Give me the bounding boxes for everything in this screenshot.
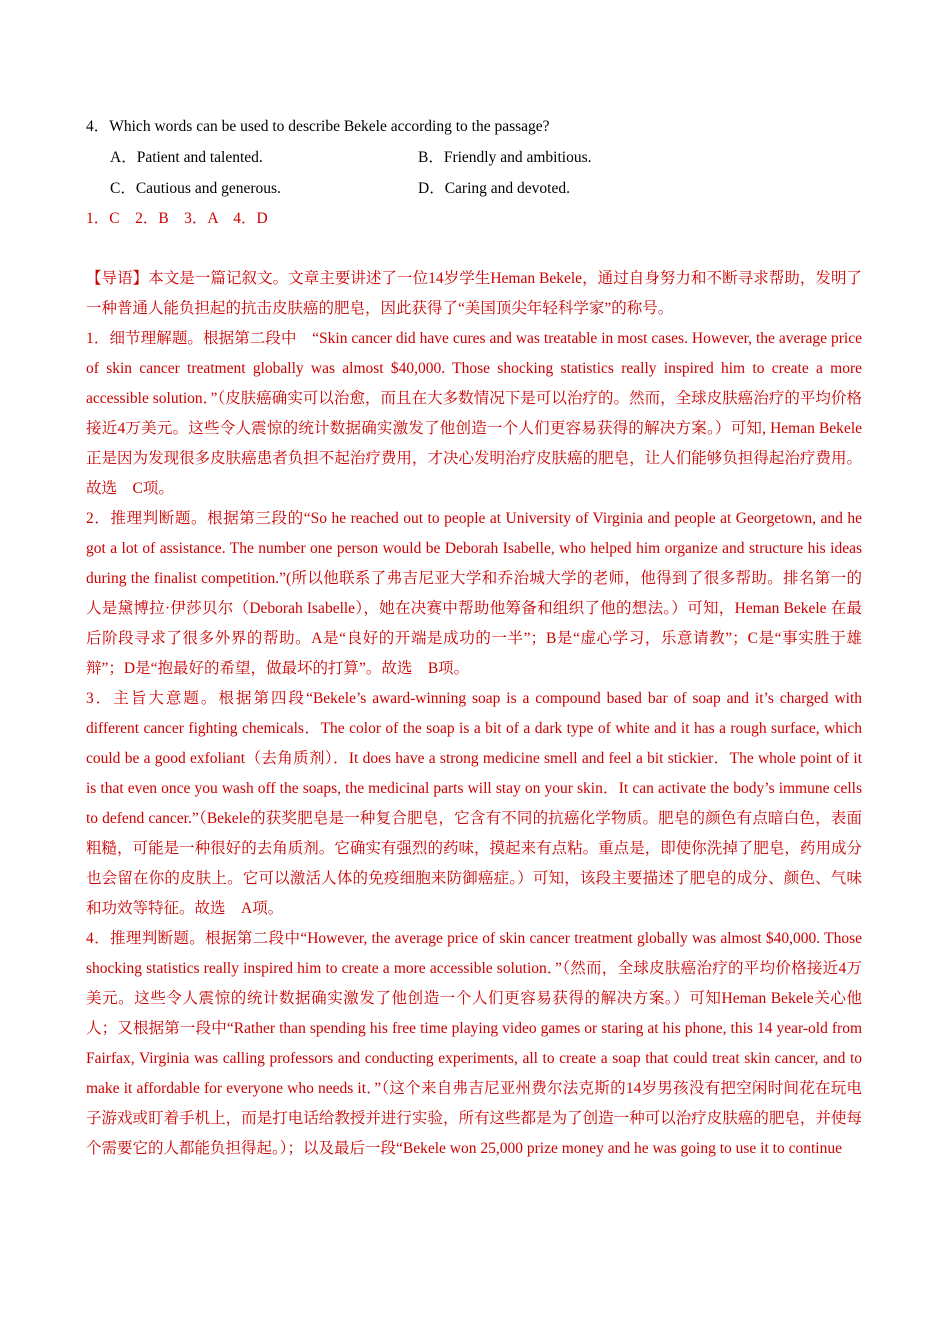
explanation-intro: 【导语】本文是一篇记叙文。文章主要讲述了一位14岁学生Heman Bekele，通过自身努力和不断寻求帮助，发明了一种普通人能负担起的抗击皮肤癌的肥皂，因此获得了“美国顶尖年轻科学家”的称号。	[86, 270, 862, 317]
option-b: B．Friendly and ambitious.	[418, 149, 592, 166]
option-c: C．Cautious and generous.	[110, 180, 281, 197]
explanation	[86, 264, 862, 1164]
question-stem: 4．Which words can be used to describe Bekele according to the passage?	[86, 118, 550, 135]
option-a: A．Patient and talented.	[110, 149, 263, 166]
answer-key: 1．C 2．B 3．A 4．D	[86, 210, 268, 227]
explanation-item-2: 2．推理判断题。根据第三段的“So he reached out to people at University of Virginia and people at Georgetown, and he got a lot of assistance. The number one person would be Deborah Isabelle, who helped him organize and structure his ideas during the finalist competition.”(所以他联系了弗吉尼亚大学和乔治城大学的老师，他得到了很多帮助。排名第一的人是黛博拉·伊莎贝尔（Deborah Isabelle），她在决赛中帮助他筹备和组织了他的想法。）可知，Heman Bekele 在最后阶段寻求了很多外界的帮助。A是“良好的开端是成功的一半”；B是“虚心学习，乐意请教”；C是“事实胜于雄辩”；D是“抱最好的希望，做最坏的打算”。故选 B项。	[86, 510, 862, 677]
options-grid	[110, 142, 862, 204]
document-page	[86, 112, 862, 1164]
explanation-item-3: 3．主旨大意题。根据第四段“Bekele’s award-winning soap is a compound based bar of soap and it’s charged with different cancer fighting chemicals．The color of the soap is a bit of a dark type of white and it has a rough surface, which could be a good exfoliant（去角质剂）．It does have a strong medicine smell and feel a bit stickier．The whole point of it is that even once you wash off the soaps, the medicinal parts will stay on your skin．It can activate the body’s immune cells to defend cancer.”（Bekele的获奖肥皂是一种复合肥皂，它含有不同的抗癌化学物质。肥皂的颜色有点暗白色，表面粗糙，可能是一种很好的去角质剂。它确实有强烈的药味，摸起来有点粘。重点是，即使你洗掉了肥皂，药用成分也会留在你的皮肤上。它可以激活人体的免疫细胞来防御癌症。）可知，该段主要描述了肥皂的成分、颜色、气味和功效等特征。故选 A项。	[86, 690, 862, 917]
explanation-item-4: 4．推理判断题。根据第二段中“However, the average price of skin cancer treatment globally was almost $40,000. Those shocking statistics really inspired him to create a more accessible solution．”（然而，全球皮肤癌治疗的平均价格接近4万美元。这些令人震惊的统计数据确实激发了他创造一个人们更容易获得的解决方案。）可知Heman Bekele关心他人；又根据第一段中“Rather than spending his free time playing video games or staring at his phone, this 14 year-old from Fairfax, Virginia was calling professors and conducting experiments, all to create a soap that could treat skin cancer, and to make it affordable for everyone who needs it．”（这个来自弗吉尼亚州费尔法克斯的14岁男孩没有把空闲时间花在玩电子游戏或盯着手机上，而是打电话给教授并进行实验，所有这些都是为了创造一种可以治疗皮肤癌的肥皂，并使每个需要它的人都能负担得起。）；以及最后一段“Bekele won 25,000 prize money and he was going to use it to continue	[86, 930, 862, 1157]
explanation-item-1: 1．细节理解题。根据第二段中 “Skin cancer did have cures and was treatable in most cases. However, the average price of skin cancer treatment globally was almost $40,000. Those shocking statistics really inspired him to create a more accessible solution．”（皮肤癌确实可以治愈，而且在大多数情况下是可以治疗的。然而，全球皮肤癌治疗的平均价格接近4万美元。这些令人震惊的统计数据确实激发了他创造一个人们更容易获得的解决方案。）可知, Heman Bekele 正是因为发现很多皮肤癌患者负担不起治疗费用，才决心发明治疗皮肤癌的肥皂，让人们能够负担得起治疗费用。故选 C项。	[86, 330, 862, 497]
option-d: D．Caring and devoted.	[418, 180, 570, 197]
